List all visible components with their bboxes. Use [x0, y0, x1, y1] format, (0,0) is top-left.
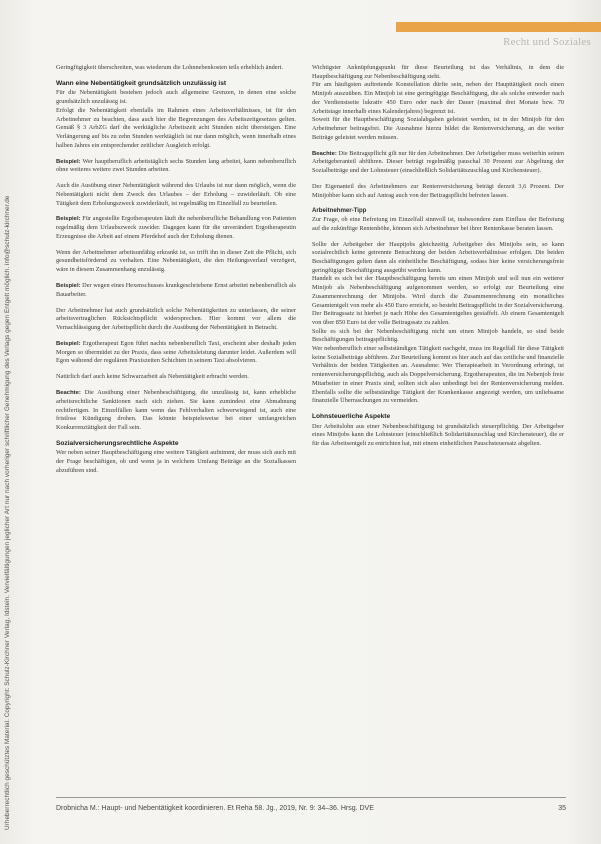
paragraph: Der Arbeitnehmer hat auch grundsätzlich solche Nebentätigkeiten zu unterlassen, die seiner arbeitsvertraglichen Rücksichtspflicht widersprechen. Hier kommt vor allem die Vernachlässigung der Arbeitspflicht durch die Ausübung der Nebentätigkeit in Betracht.: [56, 306, 296, 332]
right-column: [312, 64, 564, 456]
note-keyword: Beachte:: [312, 150, 337, 157]
copyright-side-note: Urheberrechtlich geschütztes Material. Copyright: Schulz-Kirchner Verlag, Idstein. Vervielfältigungen jeglicher Art nur nach vorheriger schriftlicher Genehmigung des Verlags gegen Entgelt möglich. info@schulz-kirchner.de: [4, 195, 11, 830]
paragraph: Handelt es sich bei der Hauptbeschäftigung bereits um einen Minijob und soll nun ein weiterer Minijob als Nebenbeschäftigung aufgenommen werden, so erfolgt zur Beurteilung eine Zusammenrechnung der Minijobs. Wird durch die Zusammenrechnung ein monatliches Gesamtentgelt von mehr als 450 Euro erreicht, so besteht Beitragspflicht in der Sozialversicherung. Der Beitragssatz ist hierbei je nach Höhe des Gesamtentgeltes gestaffelt. Ab einem Gesamtentgelt von über 850 Euro ist der volle Beitragssatz zu zahlen.: [312, 275, 564, 326]
page-number: 35: [558, 805, 566, 812]
paragraph: Natürlich darf auch keine Schwarzarbeit als Nebentätigkeit erbracht werden.: [56, 373, 249, 381]
example-keyword: Beispiel:: [56, 340, 81, 347]
paragraph: Wichtigster Anknüpfungspunkt für diese Beurteilung ist das Verhältnis, in dem die Hauptbeschäftigung zur Nebenbeschäftigung steht.: [312, 64, 564, 80]
paragraph: Soweit für die Hauptbeschäftigung Sozialabgaben geleistet werden, ist in der Minijob für den Arbeitnehmer beitragsfrei. Die Ausnahme hierzu bildet die Rentenversicherung, an die weiter Beiträge geleistet werden müssen.: [312, 116, 564, 141]
paragraph: Für am häufigsten auftretende Konstellation dürfte sein, neben der Haupttätigkeit noch einen Minijob auszuüben. Ein Minijob ist eine geringfügige Beschäftigung, die als solche entweder nach der Verdienstseite lukrativ 450 Euro oder nach der Dauer (maximal drei Monate bzw. 70 Arbeitstage innerhalb eines Kalenderjahres) begrenzt ist.: [312, 81, 564, 115]
example-keyword: Beispiel:: [56, 216, 81, 223]
section-heading: Sozialversicherungsrechtliche Aspekte: [56, 439, 179, 447]
paragraph: Sollte der Arbeitgeber der Hauptjobs gleichzeitig Arbeitgeber des Minijobs sein, so kann sozialrechtlich keine getrennte Betrachtung der beiden Arbeitsverhältnisse erfolgen. Die beiden Beschäftigungen gelten dann als einheitliche Beschäftigung, sodass hier keine versicherungsfreie geringfügige Beschäftigung ausgeübt werden kann.: [312, 240, 564, 274]
note-paragraph: [312, 150, 564, 176]
paragraph: Auch die Ausübung einer Nebentätigkeit während des Urlaubs ist nur dann möglich, wenn die Nebentätigkeit nicht dem Zweck des Urlaubes – der Erholung – zuwiderläuft. Ob eine Tätigkeit dem Erholungszweck zuwiderläuft, ist regelmäßig im Einzelfall zu beurteilen.: [56, 182, 296, 207]
section-header: [396, 0, 601, 55]
example-paragraph: [56, 215, 296, 241]
paragraph: Geringfügigkeit überschreiten, was wiederum die Lohnnebenkosten teils erheblich ändert.: [56, 64, 283, 71]
paragraph: Für die Nebentätigkeit bestehen jedoch auch allgemeine Grenzen, in denen eine solche grundsätzlich unzulässig ist.: [56, 89, 296, 106]
example-keyword: Beispiel:: [56, 158, 81, 165]
section-color-bar: [396, 22, 601, 32]
example-paragraph: [56, 158, 296, 175]
paragraph: Wenn der Arbeitnehmer arbeitsunfähig erkrankt ist, so trifft ihn in dieser Zeit die Pflicht, sich gesundheitsfördernd zu verhalten. Eine Nebentätigkeit, die den Heilungsverlauf verzögert, wäre in diesem Zusammenhang unzulässig.: [56, 248, 296, 274]
section-title: Recht und Soziales: [503, 36, 591, 48]
note-paragraph: [56, 389, 296, 433]
paragraph: Wer neben seiner Hauptbeschäftigung eine weitere Tätigkeit aufnimmt, der muss sich auch mit der Frage beschäftigen, ob und wenn ja in welchem Umfang Beiträge an die Sozialkassen abzuführen sind.: [56, 449, 296, 474]
paragraph: Der Eigenanteil des Arbeitnehmers zur Rentenversicherung beträgt derzeit 3,6 Prozent. Der Minijobber kann sich auf Antrag auch von der Beitragspflicht befreien lassen.: [312, 182, 564, 199]
example-keyword: Beispiel:: [56, 283, 81, 290]
note-text: Die Beitragspflicht gilt nur für den Arbeitnehmer. Der Arbeitgeber muss weiterhin seinen Arbeitgeberanteil abführen. Dieser beträgt regelmäßig pauschal 30 Prozent zur Abgeltung der Sozialbeiträge und der Lohnsteuer (einschließlich Solidaritätszuschlag und Kirchensteuer).: [312, 149, 564, 174]
note-text: Die Ausübung einer Nebenbeschäftigung, die unzulässig ist, kann erhebliche arbeitsrechtliche Sanktionen nach sich ziehen. Sie kann zumindest eine Abmahnung rechtfertigen. In Einzelfällen kann wenn das Fehlverhalten schwerwiegend ist, auch eine fristlose Kündigung drohen. Das könnte beispielsweise bei einer umfangreichen Konkurrenztätigkeit der Fall sein.: [56, 389, 296, 431]
left-column: [56, 64, 296, 483]
example-text: Der wegen eines Hexenschusses krankgeschriebene Ernst arbeitet nebenberuflich als Bauarbeiter.: [56, 282, 296, 298]
paragraph: Sollte es sich bei der Nebenbeschäftigung nicht um einen Minijob handeln, so sind beide Beschäftigungen beitragspflichtig.: [312, 327, 564, 344]
footer-citation: Drobnicha M.: Haupt- und Nebentätigkeit koordinieren. Et Reha 58. Jg., 2019, Nr. 9: 34–36. Hrsg. DVE: [56, 805, 374, 812]
paragraph: Wer nebenberuflich einer selbstständigen Tätigkeit nachgeht, muss im Regelfall für diese Tätigkeit keine Sozialbeiträge abführen. Zur Beurteilung kommt es hier auch auf das zeitliche und finanzielle Verhältnis der beiden Tätigkeiten an. Ausnahme: Wer Therapiearbeit in Verordnung erbringt, ist rentenversicherungspflichtig, auch als Doppelversicherung. Ergotherapeuten, die im Nebenjob freie Mitarbeiter in einer Praxis sind, sollten sich also unbedingt bei der Rentenversicherung melden. Ebenfalls sollte die selbstständige Tätigkeit der Krankenkasse angezeigt werden, um unliebsame finanzielle Überraschungen zu vermeiden.: [312, 345, 564, 405]
example-text: Für angestellte Ergotherapeuten läuft die nebenberufliche Behandlung von Patienten regelmäßig dem Urlaubszweck zuwider. Dagegen kann für die unverändert Ergotherapeutin Erzeugnisse die Arbeit auf einem Pferdehof auch der Erholung dienen.: [56, 215, 296, 240]
tip-heading: Arbeitnehmer-Tipp: [312, 207, 367, 215]
section-heading: Lohnsteuerliche Aspekte: [312, 413, 391, 421]
section-heading: Wann eine Nebentätigkeit grundsätzlich unzulässig ist: [56, 79, 227, 87]
paragraph: Erfolgt die Nebentätigkeit ebenfalls im Rahmen eines Arbeitsverhältnisses, ist für den Arbeitnehmer zu beachten, dass auch hier die Begrenzungen des Arbeitszeitgesetzes gelten. Gemäß § 3 ArbZG darf die werktägliche Arbeitszeit acht Stunden nicht übersteigen. Eine Verlängerung auf bis zu zehn Stunden werktäglich ist nur dann möglich, wenn innerhalb eines halben Jahres ein entsprechender zeitlicher Ausgleich erfolgt.: [56, 106, 296, 149]
example-paragraph: [56, 282, 296, 299]
note-keyword: Beachte:: [56, 390, 81, 397]
paragraph: Der Arbeitslohn aus einer Nebenbeschäftigung ist grundsätzlich steuerpflichtig. Der Arbeitgeber eines Minijobs kann die Lohnsteuer (einschließlich Solidaritätszuschlag und Kirchensteuer), die er für das Arbeitsentgelt zu entrichten hat, mit einem einheitlichen Pauschsteuersatz abgelten.: [312, 422, 564, 448]
example-text: Ergotherapeut Egon führt nachts nebenberuflich Taxi, erscheint aber deshalb jeden Morgen so übermüdet zu der Praxis, dass seine Arbeitsleistung darunter leidet. Außerdem will Egon während der regulären Praxiszeiten Schichten in seinem Taxi absolvieren.: [56, 339, 296, 365]
example-paragraph: [56, 340, 296, 366]
tip-paragraph: Zur Frage, ob eine Befreiung im Einzelfall sinnvoll ist, insbesondere zum Einfluss der Befreiung auf die zukünftige Rentenhöhe, können sich Arbeitnehmer bei ihrer Rentenkasse beraten lassen.: [312, 216, 564, 232]
example-text: Wer hauptberuflich arbeitstäglich sechs Stunden lang arbeitet, kann nebenberuflich ohne weiteres weitere zwei Stunden arbeiten.: [56, 157, 296, 174]
page-footer: [56, 797, 566, 812]
